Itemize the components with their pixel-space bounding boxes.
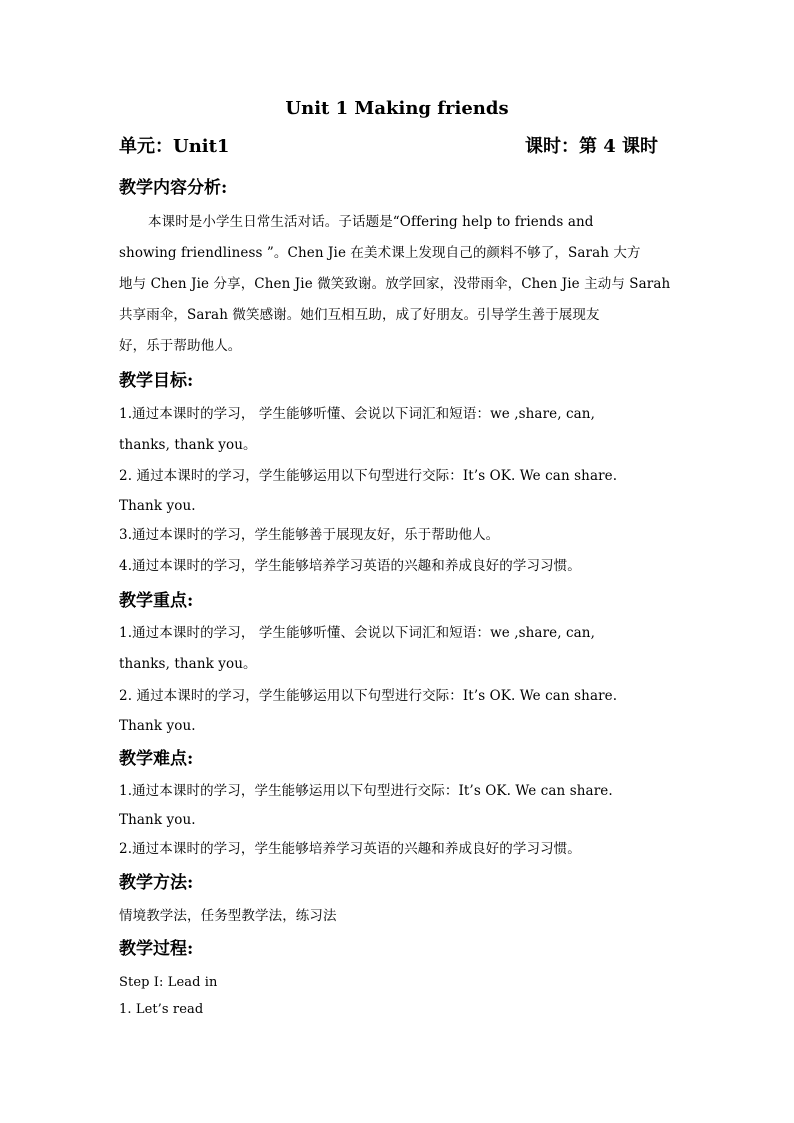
key-points-line: Thank you.: [119, 718, 196, 734]
section-heading-objectives: 教学目标:: [119, 371, 194, 391]
unit-label: 单元：Unit1: [119, 136, 230, 157]
lesson-label: 课时：第 4 课时: [525, 136, 659, 157]
process-line: Step I: Lead in: [119, 975, 218, 990]
content-analysis-line: 共享雨伞，Sarah 微笑感谢。她们互相互助，成了好朋友。引导学生善于展现友: [119, 307, 600, 323]
key-points-line: 1.通过本课时的学习， 学生能够听懂、会说以下词汇和短语：we ,share, can,: [119, 625, 595, 641]
methods-line: 情境教学法，任务型教学法，练习法: [119, 908, 337, 924]
key-points-line: 2. 通过本课时的学习，学生能够运用以下句型进行交际：It’s OK. We can share.: [119, 688, 618, 704]
objectives-line: Thank you.: [119, 498, 196, 514]
difficulties-line: 1.通过本课时的学习，学生能够运用以下句型进行交际：It’s OK. We can share.: [119, 783, 613, 799]
objectives-line: 1.通过本课时的学习， 学生能够听懂、会说以下词汇和短语：we ,share, can,: [119, 406, 595, 422]
section-heading-content-analysis: 教学内容分析:: [119, 178, 228, 198]
difficulties-line: Thank you.: [119, 812, 196, 828]
content-analysis-line: 本课时是小学生日常生活对话。子话题是“Offering help to friends and: [148, 214, 594, 230]
objectives-line: 2. 通过本课时的学习，学生能够运用以下句型进行交际：It’s OK. We can share.: [119, 468, 618, 484]
section-heading-process: 教学过程:: [119, 939, 194, 959]
section-heading-methods: 教学方法:: [119, 873, 194, 893]
process-line: 1. Let’s read: [119, 1002, 204, 1017]
content-analysis-line: 好，乐于帮助他人。: [119, 338, 242, 354]
section-heading-difficulties: 教学难点:: [119, 749, 194, 769]
document-title: Unit 1 Making friends: [285, 98, 509, 119]
objectives-line: 3.通过本课时的学习，学生能够善于展现友好，乐于帮助他人。: [119, 527, 500, 543]
section-heading-key-points: 教学重点:: [119, 591, 194, 611]
key-points-line: thanks, thank you。: [119, 656, 257, 672]
content-analysis-line: 地与 Chen Jie 分享，Chen Jie 微笑致谢。放学回家，没带雨伞，Chen Jie 主动与 Sarah: [119, 276, 671, 292]
objectives-line: thanks, thank you。: [119, 437, 257, 453]
objectives-line: 4.通过本课时的学习，学生能够培养学习英语的兴趣和养成良好的学习习惯。: [119, 558, 581, 574]
difficulties-line: 2.通过本课时的学习，学生能够培养学习英语的兴趣和养成良好的学习习惯。: [119, 841, 581, 857]
content-analysis-line: showing friendliness ”。Chen Jie 在美术课上发现自己的颜料不够了，Sarah 大方: [119, 245, 641, 261]
